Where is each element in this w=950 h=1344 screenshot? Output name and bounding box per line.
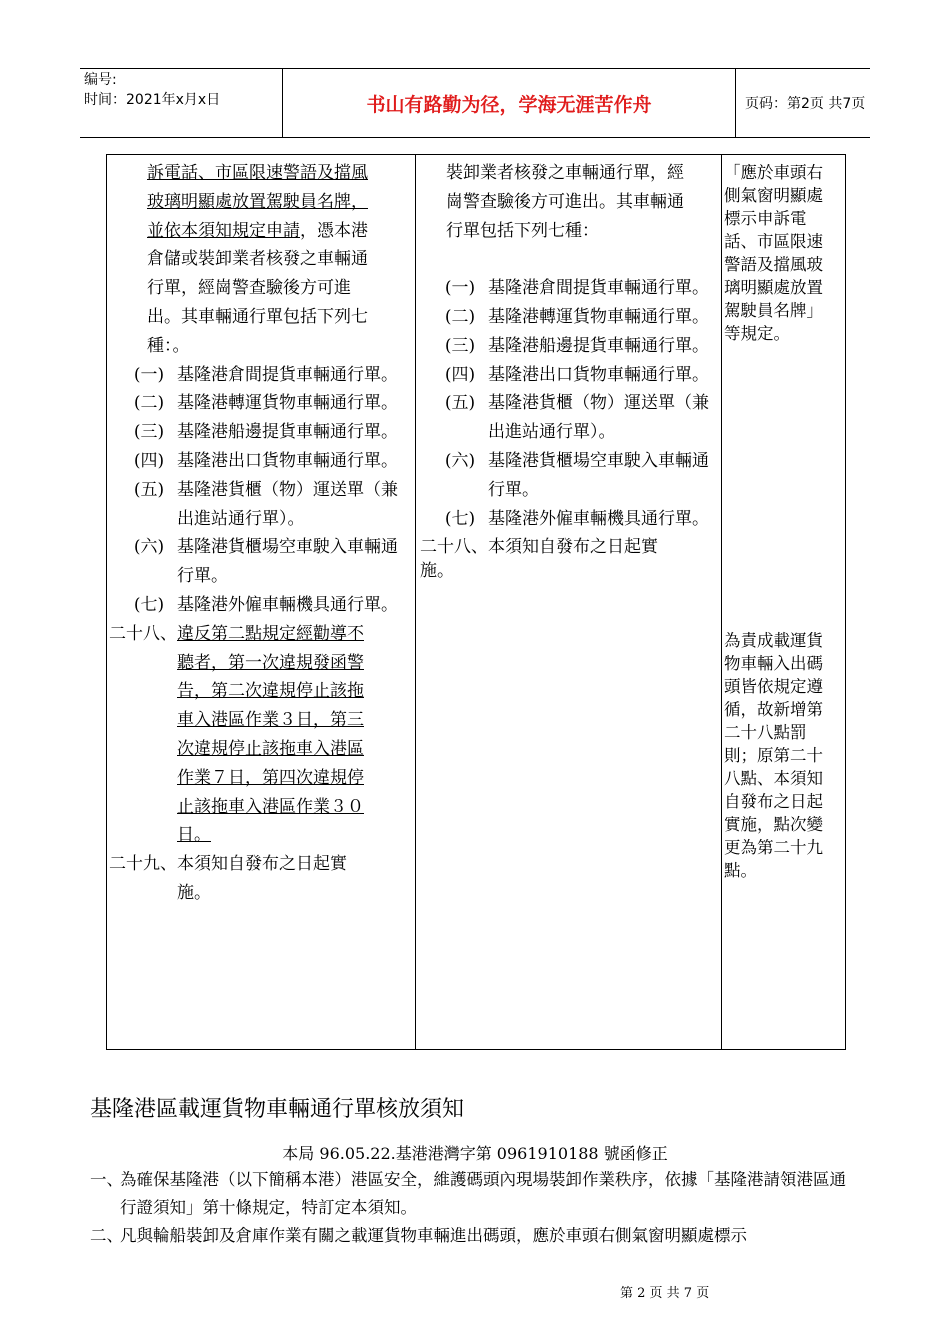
header-meta xyxy=(80,69,282,137)
list-item: (二) 基隆港轉運貨物車輛通行單。 xyxy=(444,306,709,327)
point-28: 二十八、 違反第二點規定經勸導不 聽者，第一次違規發函警 告，第二次違規停止該拖 車入港區作業３日，第三 次違規停止該拖車入港區 作業７日，第四次違規停 止該拖車入港區作業３０ 日。 xyxy=(109,623,364,846)
point28-line: 次違規停止該拖車入港區 xyxy=(177,738,364,759)
original-text-column xyxy=(418,159,716,583)
intro-line: 倉儲或裝卸業者核發之車輛通 xyxy=(147,249,368,270)
list-item: (一) 基隆港倉間提貨車輛通行單。 xyxy=(444,278,709,299)
intro-line: 並依本須知規定申請 xyxy=(147,220,300,241)
list-item: (四) 基隆港出口貨物車輛通行單。 xyxy=(444,364,709,385)
point28-line: 作業７日，第四次違規停 xyxy=(177,767,364,788)
list-item: (五) 基隆港貨櫃（物）運送單（兼出進站通行單）。 xyxy=(444,393,709,443)
paragraph-text: 為確保基隆港（以下簡稱本港）港區安全，維護碼頭內現場裝卸作業秩序，依據「基隆港請領港區通行證須知」第十條規定，特訂定本須知。 xyxy=(120,1170,846,1217)
intro-line: 行單包括下列七種： xyxy=(446,220,599,241)
col2-list xyxy=(418,274,712,533)
header-page-info: 页码：第2页 共7页 xyxy=(745,96,866,112)
explanation-note-1: 「應於車頭右 側氣窗明顯處 標示申訴電 話、市區限速 警語及擋風玻 璃明顯處放置 駕駛員名牌」 等規定。 xyxy=(724,163,823,343)
col1-list xyxy=(107,361,401,620)
point28-line: 告，第二次違規停止該拖 xyxy=(177,681,364,702)
point29-line: 本須知自發布之日起實 xyxy=(177,854,347,875)
intro-line: 行單，經崗警查驗後方可進 xyxy=(147,278,351,299)
col1-intro xyxy=(107,159,407,361)
intro-line: 玻璃明顯處放置駕駛員名牌， xyxy=(147,191,368,212)
point28-line: 車入港區作業３日，第三 xyxy=(177,710,364,731)
col2-point-28: 二十八、本須知自發布之日起實 施。 xyxy=(420,537,658,582)
point28-line: 違反第二點規定經勸導不 xyxy=(177,623,364,644)
page-footer: 第 2 页 共 7 页 xyxy=(620,1286,710,1301)
page-header xyxy=(80,68,870,138)
point-29: 二十九、 本須知自發布之日起實 施。 xyxy=(107,850,407,908)
intro-line: 裝卸業者核發之車輛通行單，經 xyxy=(446,163,684,183)
col2-intro xyxy=(418,159,716,245)
intro-line: 訴電話、市區限速警語及擋風 xyxy=(147,163,368,183)
column-divider xyxy=(721,155,722,1049)
list-item: (七) 基隆港外僱車輛機具通行單。 xyxy=(444,508,709,529)
explanation-column xyxy=(724,161,844,345)
list-item: (三) 基隆港船邊提貨車輛通行單。 xyxy=(133,422,398,443)
header-motto: 书山有路勤为径，学海无涯苦作舟 xyxy=(282,69,736,137)
list-item: (六) 基隆港貨櫃場空車駛入車輛通行單。 xyxy=(444,450,709,500)
paragraph-1 xyxy=(90,1166,860,1222)
intro-line: 崗警查驗後方可進出。其車輛通 xyxy=(446,191,684,212)
paragraph-2 xyxy=(90,1222,860,1250)
list-item: (六) 基隆港貨櫃場空車駛入車輛通行單。 xyxy=(133,537,398,587)
explanation-note-2: 為責成載運貨 物車輛入出碼 頭皆依規定遵 循，故新增第 二十八點罰 則；原第二十 八點、本須知 自發布之日起 實施，點次變 更為第二十九 點。 xyxy=(724,631,823,880)
list-item: (七) 基隆港外僱車輛機具通行單。 xyxy=(133,594,398,615)
intro-line: 種：。 xyxy=(147,335,190,356)
paragraph-number: 一、 xyxy=(90,1170,123,1189)
list-item: (一) 基隆港倉間提貨車輛通行單。 xyxy=(133,364,398,385)
document-title: 基隆港區載運貨物車輛通行單核放須知 xyxy=(90,1097,465,1122)
list-item: (二) 基隆港轉運貨物車輛通行單。 xyxy=(133,393,398,414)
point28-line: 止該拖車入港區作業３０ xyxy=(177,796,364,817)
point29-line: 施。 xyxy=(177,882,211,903)
list-item: (三) 基隆港船邊提貨車輛通行單。 xyxy=(444,335,709,356)
amended-text-column xyxy=(107,159,407,908)
number-label: 编号: xyxy=(84,72,117,88)
point28-line: 日。 xyxy=(177,825,211,846)
list-item: (四) 基隆港出口貨物車輛通行單。 xyxy=(133,450,398,471)
comparison-table xyxy=(106,154,846,1050)
intro-line: 出。其車輛通行單包括下列七 xyxy=(147,306,368,327)
time-label: 时间：2021年x月x日 xyxy=(84,92,221,108)
point28-line: 聽者，第一次違規發函警 xyxy=(177,652,364,673)
list-item: (五) 基隆港貨櫃（物）運送單（兼出進站通行單）。 xyxy=(133,479,398,529)
intro-line: ，憑本港 xyxy=(300,220,368,241)
paragraph-number: 二、 xyxy=(90,1226,123,1245)
document-subtitle: 本局 96.05.22.基港港灣字第 0961910188 號函修正 xyxy=(282,1144,668,1163)
column-divider xyxy=(415,155,416,1049)
paragraph-text: 凡與輪船裝卸及倉庫作業有關之載運貨物車輛進出碼頭，應於車頭右側氣窗明顯處標示 xyxy=(120,1226,747,1245)
